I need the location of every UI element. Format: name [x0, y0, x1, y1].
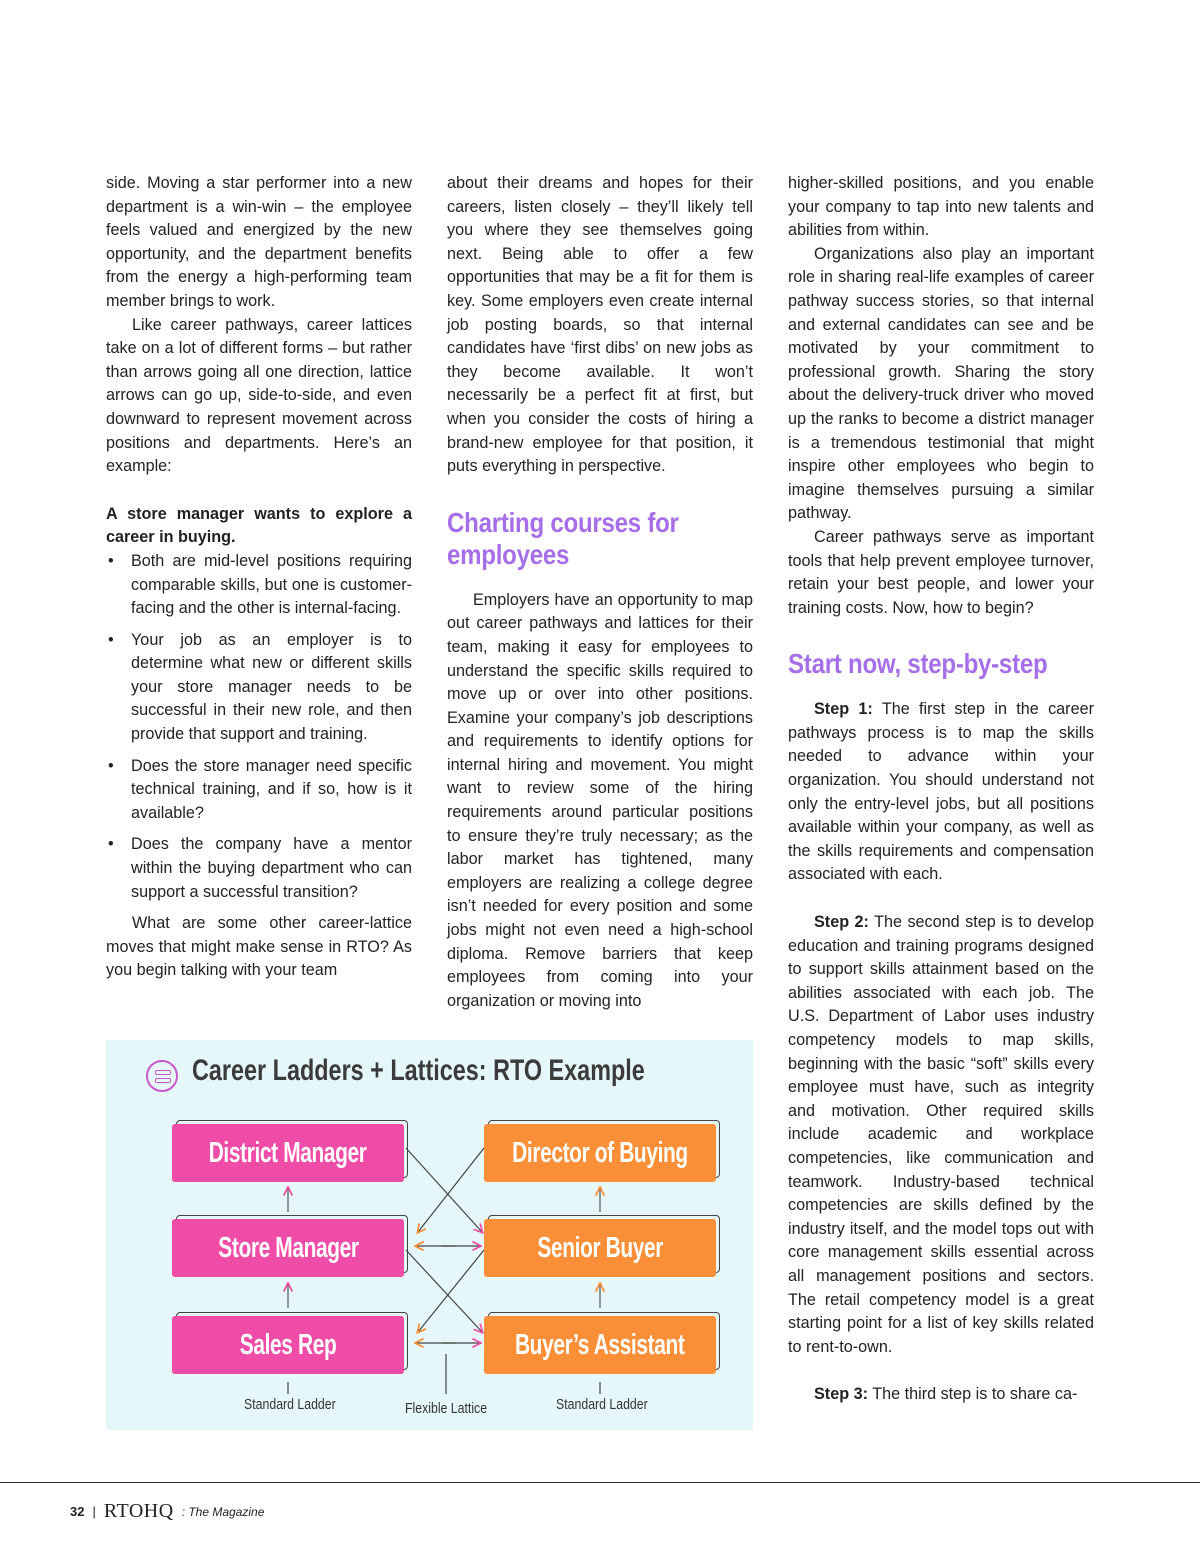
box-senior-buyer [488, 1215, 720, 1273]
box-director-of-buying [488, 1120, 720, 1178]
step-3-text: The third step is to share ca- [872, 1385, 1078, 1404]
section-heading-charting: Charting courses for employees [447, 506, 679, 570]
list-item [106, 833, 412, 904]
box-buyers-assistant [488, 1312, 720, 1370]
list-item-text: Both are mid-level positions requiring comparable skills, but one is customer-facing and the other is internal-facing. [131, 551, 412, 618]
section-heading-start-now: Start now, step-by-step [788, 648, 1048, 680]
footer [70, 1500, 264, 1523]
figure-title: Career Ladders + Lattices: RTO Example [192, 1054, 645, 1087]
lattice-arrow-store-to-assistant [406, 1250, 482, 1332]
box-sales-rep [176, 1312, 408, 1370]
magazine-name: : The Magazine [181, 1504, 265, 1519]
lattice-arrow-director-to-store [418, 1148, 484, 1232]
col1-lead: A store manager wants to explore a career in buying. [106, 504, 412, 547]
col2-paragraph-2: Employers have an opportunity to map out career pathways and lattices for their team, making it easy for employees to understand the specific skills required to move up or over into other positions. Examine your company’s job descriptions and requirements to identify options for internal hiring and movement. You might want to review some of the hiring requirements around particular positions to ensure they’re truly necessary; as the labor market has tightened, many employers are realizing a college degree isn’t needed for every position and some jobs might not even need a high-school diploma. Remove barriers that keep employees from coming into your organization or moving into [447, 590, 753, 1010]
col3-paragraph-3: Career pathways serve as important tools that help prevent employee turnover, retain your best people, and lower your training costs. Now, how to begin? [788, 527, 1094, 617]
brand-logo [104, 1500, 174, 1523]
bullet-icon: • [108, 835, 114, 854]
box-store-manager [176, 1215, 408, 1273]
step-1-text: The first step in the career pathways process is to map the skills needed to advance within your organization. You should understand not only the entry-level jobs, but all positions available within your company, as well as the skills requirements and compensation associated with each. [788, 700, 1094, 884]
column-3 [788, 172, 1094, 1407]
lattice-arrow-district-to-senior [406, 1148, 482, 1232]
caption-standard-ladder-left: Standard Ladder [244, 1396, 336, 1413]
box-district-manager [176, 1120, 408, 1178]
col3-paragraph-2: Organizations also play an important role in sharing real-life examples of career pathway success stories, so that internal and external candidates can see and be motivated by your commitment to professional growth. Sharing the story about the delivery-truck driver who moved up the ranks to become a district manager is a tremendous testimonial that might inspire other employees who begin to imagine themselves pursuing a similar pathway. [788, 244, 1094, 523]
column-2 [447, 172, 753, 1013]
caption-flexible-lattice: Flexible Lattice [405, 1400, 488, 1417]
brand-hq: HQ [143, 1500, 174, 1522]
footer-rule [0, 1482, 1200, 1483]
step-2-text: The second step is to develop education and training programs designed to support skills attainment based on the abilities associated with each job. The U.S. Department of Labor uses industry competency models to map skills, beginning with the basic “soft” skills every employee must have, such as integrity and motivation. Other required skills include academic and workplace competencies, like communication and teamwork. Industry-based technical competencies are skills defined by the industry itself, and the model tops out with core management skills essential across all management positions and sectors. The retail competency model is a great starting point for a list of key skills related to rent-to-own. [788, 913, 1094, 1356]
list-item-text: Does the company have a mentor within the buying department who can support a successful transition? [131, 835, 412, 901]
box-label: Director of Buying [512, 1136, 688, 1169]
box-label: Sales Rep [239, 1328, 337, 1361]
box-label: Store Manager [217, 1231, 359, 1264]
box-label: District Manager [209, 1136, 367, 1169]
caption-standard-ladder-right: Standard Ladder [556, 1396, 648, 1413]
list-item [106, 629, 412, 747]
list-item [106, 755, 412, 826]
career-lattice-figure [106, 1040, 753, 1430]
step-3 [788, 1383, 1094, 1407]
bullet-list [106, 550, 412, 904]
column-1 [106, 172, 412, 983]
step-1-label: Step 1: [814, 700, 873, 719]
step-1 [788, 698, 1094, 887]
box-label: Buyer’s Assistant [515, 1328, 685, 1361]
col1-paragraph-1: side. Moving a star performer into a new department is a win-win – the employee feels valued and energized by the new opportunity, and the department benefits from the energy a high-performing team member brings to work. [106, 174, 412, 310]
brand-rto: RTO [103, 1500, 144, 1522]
lattice-arrow-senior-to-sales [418, 1250, 484, 1332]
list-item-text: Does the store manager need specific technical training, and if so, how is it available? [131, 756, 412, 822]
bullet-icon: • [108, 551, 114, 570]
step-3-label: Step 3: [814, 1385, 868, 1404]
list-item [106, 550, 412, 621]
box-label: Senior Buyer [537, 1231, 663, 1264]
col2-paragraph-1: about their dreams and hopes for their careers, listen closely – they’ll likely tell you where they see themselves going next. Being able to offer a few opportunities that may be a fit for them is key. Some employers even create internal job posting boards, so that internal candidates have ‘first dibs’ on new jobs as they become available. It won’t necessarily be a perfect fit at first, but when you consider the costs of hiring a brand-new employee for that position, it puts everything in perspective. [447, 174, 753, 476]
step-2 [788, 911, 1094, 1359]
col3-paragraph-1: higher-skilled positions, and you enable your company to tap into new talents and abilities from within. [788, 174, 1094, 240]
footer-separator: | [92, 1504, 96, 1519]
bullet-icon: • [108, 756, 114, 775]
list-item-text: Your job as an employer is to determine what new or different skills your store manager needs to be successful in their new role, and then provide that support and training. [131, 630, 412, 744]
page-number: 32 [70, 1504, 85, 1519]
col1-paragraph-3: What are some other career-lattice moves that might make sense in RTO? As you begin talking with your team [106, 914, 412, 980]
step-2-label: Step 2: [814, 913, 869, 932]
bullet-icon: • [108, 630, 114, 649]
col1-paragraph-2: Like career pathways, career lattices take on a lot of different forms – but rather than arrows going all one direction, lattice arrows can go up, side-to-side, and even downward to represent movement across positions and departments. Here’s an example: [106, 315, 412, 476]
